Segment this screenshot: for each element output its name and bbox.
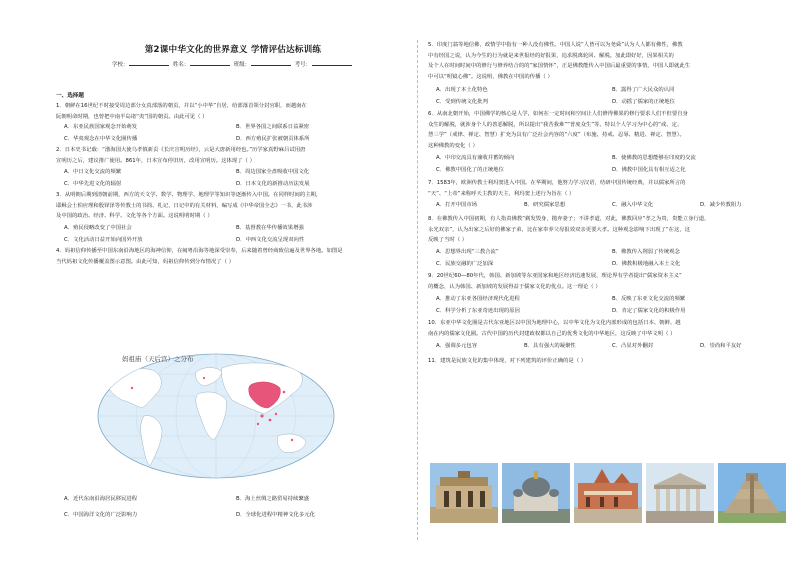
question-line: 及中国的政治、经济、科学、文化等各个方面。这说明明时期（ ） — [56, 213, 213, 219]
domed-church-photo — [502, 463, 570, 523]
option-d[interactable]: D．崇尚和平友好 — [700, 343, 742, 349]
page-title: 第2课中华文化的世界意义 学情评估达标训练 — [144, 45, 322, 55]
option-a[interactable]: A．强调多元包容 — [436, 343, 478, 349]
school-label: 学校： — [112, 62, 129, 68]
question-2-stem — [56, 145, 412, 166]
pantheon-photo — [646, 463, 714, 523]
option-b[interactable]: B．露得了广大民众的认同 — [612, 87, 675, 93]
option-d[interactable]: D．佛教中国化具有相互适之化 — [612, 167, 686, 173]
question-line: 2．日本史书记载：“渤海国大使乌孝慎新贡《长庆宣明历经》，云是大唐新用经也。”历学家真野麻吕试用唐 — [56, 147, 306, 153]
question-line: 慧三学”（戒律、禅定、智慧）扩充为具有广泛社会内容的“六度”（布施、持戒、忍辱、精进、禅定、智慧）。 — [428, 132, 685, 138]
option-b[interactable]: B．佛教传入削弱了传统观念 — [612, 249, 680, 255]
question-4-stem — [56, 246, 412, 267]
option-b[interactable]: B．海上丝绸之路贸易持续繁盛 — [236, 496, 310, 502]
question-line: 中有经国之说，认为今生的行为就是来世报经的好报果，追求脱离轮回、解脱。加此即好好，因果相关的 — [428, 52, 674, 59]
question-line: 5．印度门翁等地信佛，政情学中指有一种人没有佛性。中国人说“人皆可以为尧舜”认为人人都有佛性，佛教 — [428, 42, 683, 48]
question-9-stem — [428, 271, 788, 292]
option-a[interactable]: A．近代东南沿海居民移民进程 — [64, 496, 138, 502]
option-a[interactable]: A．中印交流具有兼收并蓄的倾向 — [436, 155, 515, 161]
option-c[interactable]: C．受到传统文化批判 — [436, 99, 488, 105]
option-c[interactable]: C．中华先进文化的辐射 — [64, 181, 122, 187]
mazu-temple-distribution-map — [92, 344, 340, 482]
question-line: 9．20世纪60—80年代，韩国、新加坡等东亚国家和地区经济迅速发展，理论界有学者提出“儒家资本主义” — [428, 273, 682, 279]
question-line: 11．建筑是民族文化的集中体现，对下列建筑的评价正确的是（ ） — [428, 358, 587, 364]
question-line: 中可以“明镜心佛”。这说明，佛教在中国的传播（ ） — [428, 73, 553, 80]
question-line: 这种佛教的变化（ ） — [428, 142, 478, 149]
question-line: 永光双亲”，认为出家之后好的佛家子弟，比在家奉养父母报效双亲更要大孝。这种观念影响下出现了“在这，这 — [428, 226, 691, 233]
option-c[interactable]: C．佛教中国化了的正统地位 — [436, 167, 504, 173]
question-line: 3．从明朝后期到清朝前期，西方的天文学、数学、物理学、地理学等知识等逐渐传入中国。在同样时间的主期， — [56, 192, 322, 198]
question-line: 众生的解脱，就涉身个人的善恶解脱，所以提出“我苦我难”“普度众生”等。特以个人学习为中心的“戒、定、 — [428, 121, 683, 128]
option-a[interactable]: A．中日文化交流的频繁 — [64, 169, 122, 175]
column-divider — [417, 40, 418, 540]
option-c[interactable]: C．民族交融的广泛加深 — [436, 261, 494, 267]
question-2-options — [56, 167, 412, 187]
option-c[interactable]: C．华夷观念在中华文化圈传播 — [64, 136, 138, 142]
question-3-stem — [56, 190, 412, 222]
option-d[interactable]: D．日本文化的新推动历法发展 — [236, 181, 310, 187]
question-7-options — [428, 200, 788, 210]
question-line: 4．妈祖信仰传播至中国东南沿海地区的海神信仰，在闽粤沿海等地深受崇奉，后来随着曾经商致信遍及世界各地。如图是 — [56, 248, 343, 254]
question-line: 当代妈祖文化传播覆盖图示意图。由此可知，妈祖信仰传到分布情况了（ ） — [56, 258, 235, 265]
section-heading: 一、选择题 — [56, 93, 84, 99]
option-d[interactable]: D．中西文化交流呈现双向性 — [236, 237, 305, 243]
question-line: 10．东亚中华文化圈是古代东亚地区以中国为地理中心，以中华文化为文化内部形成的包括日本、朝鲜、越 — [428, 320, 681, 326]
option-c[interactable]: C．融入中华文化 — [612, 202, 654, 208]
map-caption: 妈祖庙（天后宫）之分布 — [122, 355, 194, 363]
question-line: 8．在佛教传入中国初期，有人指责佛教“剃发毁身，抛弃妻子；不讲孝道，对此，佛教回应“孝之为贵，贵能立身行道， — [428, 216, 710, 222]
option-c[interactable]: C．凸显对外翻封 — [612, 343, 654, 349]
question-line: 反映了当时（ ） — [428, 237, 468, 243]
question-1-options — [56, 122, 412, 142]
name-label: 姓名： — [172, 62, 190, 68]
question-4-options — [56, 494, 412, 518]
cathedral-courtyard-photo — [574, 463, 642, 523]
option-a[interactable]: A．打开中国市场 — [436, 202, 478, 208]
option-a[interactable]: A．思想界出现“三教合流” — [436, 249, 499, 255]
name-blank[interactable] — [190, 65, 230, 66]
option-d[interactable]: D．肯定了儒家文化的积极作用 — [612, 308, 686, 314]
option-b[interactable]: B．具有强大的凝聚性 — [524, 343, 576, 349]
option-d[interactable]: D．全球化进程中精神文化多元化 — [236, 512, 315, 518]
examno-label: 考号： — [294, 62, 311, 68]
option-c[interactable]: C．中国海洋文化的广泛影响力 — [64, 512, 138, 518]
examno-blank[interactable] — [312, 65, 352, 66]
option-b[interactable]: B．使佛教的思想能够在印度的交流 — [612, 155, 696, 161]
option-b[interactable]: B．基督教在华传播效果增强 — [236, 225, 304, 231]
student-info-line — [56, 60, 410, 68]
question-line: “天”、“上帝”来称呼天主教的天主，利玛窦上述行为旨在（ ） — [428, 190, 575, 197]
option-d[interactable]: D．减少传教阻力 — [700, 202, 742, 208]
question-5-options — [428, 85, 788, 105]
gate-building-photo — [430, 463, 498, 523]
question-3-options — [56, 223, 412, 243]
option-d[interactable]: D．佛教积极地融入本土文化 — [612, 261, 681, 267]
school-blank[interactable] — [129, 65, 169, 66]
question-line: 及个人在时间时间中的修行与修养结合的的“家国情怀”，正是佛教能传入中国后最重要的事情，中国人即就此生 — [428, 63, 691, 69]
option-b[interactable]: B．世界各国之间联系日益紧密 — [236, 124, 310, 130]
option-b[interactable]: B．反映了东亚文化交流的频繁 — [612, 296, 686, 302]
question-6-stem — [428, 109, 788, 151]
class-blank[interactable] — [251, 65, 291, 66]
option-a[interactable]: A．出现了本土化特色 — [436, 87, 488, 93]
question-line: 1．朝鲜在16世纪不时接受周边部分女真部落的朝贡，并以“小中华”自居，给部落首领分封官职，而越南在 — [56, 103, 307, 109]
option-d[interactable]: D．动摇了儒家的正统地位 — [612, 99, 675, 105]
option-d[interactable]: D．西方殖民扩张被朝贡体系所 — [236, 136, 310, 142]
option-a[interactable]: A．殖民侵略改变了中国社会 — [64, 225, 132, 231]
question-line: 南在内的儒家文化圈。古代中国的历代封建政权都以自己的优秀文化的中华地区，这反映了中华文明（ ） — [428, 330, 676, 337]
question-1-stem — [56, 101, 412, 122]
question-10-options — [428, 341, 788, 351]
class-label: 班级： — [233, 62, 251, 68]
question-line: 的概念，认为韩国、新加坡的发展得益于儒家文化的优点。这一理论（ ） — [428, 283, 601, 290]
option-b[interactable]: B．周边国家全盘吸收中国文化 — [236, 169, 310, 175]
option-a[interactable]: A．东亚民族国家观念开始萌发 — [64, 124, 138, 130]
option-c[interactable]: C．文化活动日益开始向国外开放 — [64, 237, 143, 243]
question-11-stem — [428, 356, 788, 367]
question-8-options — [428, 247, 788, 267]
option-a[interactable]: A．推动了东亚各国经济现代化进程 — [436, 296, 520, 302]
question-line: 7．1583年，欧洲传教士利玛窦进入中国。在华期间，他努力学习汉语，结研中国传统经典，并以儒家所言的 — [428, 180, 686, 186]
question-line: 耶稣会士柏应理和殷铎泽等传教士的书简、札记，日记中的有关材料，编写成《中华帝国全志》一书，此书涉 — [56, 202, 313, 209]
question-line: 阮朝明命时期，也曾把中南半岛诸“夷”国的朝贡。由此可见（ ） — [56, 113, 208, 120]
question-line: 宣明历之后，建议推广使用。861年，日本宣布停旧历，改用宣明历。这体现了（ ） — [56, 157, 255, 164]
question-8-stem — [428, 214, 788, 246]
question-10-stem — [428, 318, 788, 339]
mayan-pyramid-photo — [718, 463, 786, 523]
question-9-options — [428, 294, 788, 314]
question-7-stem — [428, 178, 788, 199]
architecture-photos — [430, 463, 788, 525]
question-5-stem — [428, 40, 788, 82]
question-line: 6．从南北朝开始，中国佛学的核心是人学，如何在一定时间和空间让人们修得佛果的修行要求人们不但要自身 — [428, 111, 688, 117]
question-6-options — [428, 153, 788, 173]
option-b[interactable]: B．研究儒家思想 — [524, 202, 566, 208]
option-c[interactable]: C．科学分析了东亚奇迹出现的原因 — [436, 308, 520, 314]
